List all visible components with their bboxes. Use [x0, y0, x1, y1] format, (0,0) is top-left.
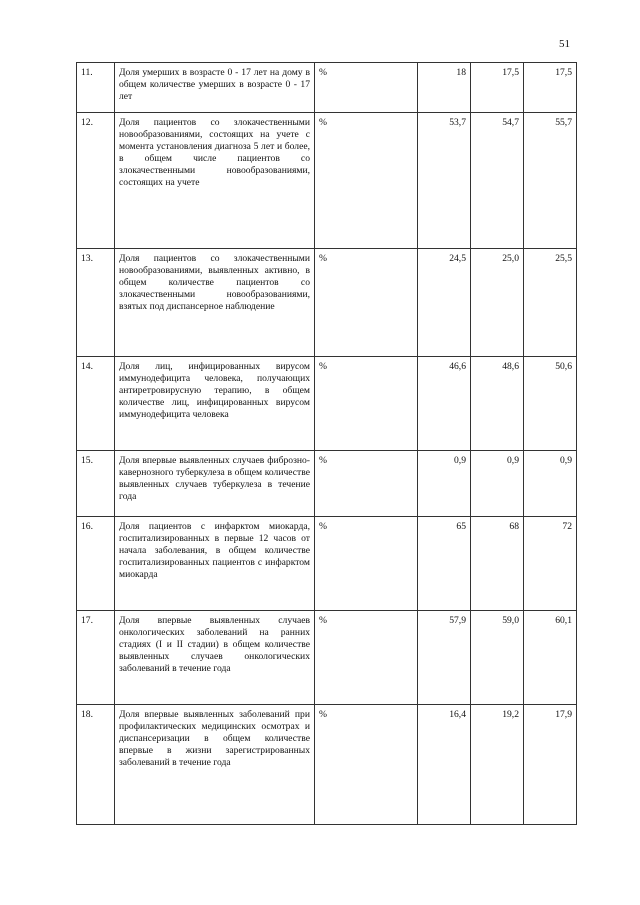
indicator-name: Доля впервые выявленных заболеваний при профилактических медицинских осмотрах и диспансеризации в общем количестве впервые в жизни зарегистрированных заболеваний в течение года: [115, 705, 315, 825]
table-row: [77, 451, 577, 517]
value-year-1: 16,4: [418, 705, 471, 825]
value-year-3: 50,6: [524, 357, 577, 451]
row-number: 18.: [77, 705, 115, 825]
unit-cell: %: [315, 113, 418, 249]
value-year-2: 59,0: [471, 611, 524, 705]
row-number: 16.: [77, 517, 115, 611]
table-row: [77, 517, 577, 611]
unit-cell: %: [315, 517, 418, 611]
page-number: 51: [559, 38, 570, 50]
table-row: [77, 249, 577, 357]
value-year-2: 48,6: [471, 357, 524, 451]
value-year-1: 0,9: [418, 451, 471, 517]
unit-cell: %: [315, 451, 418, 517]
table-row: [77, 611, 577, 705]
indicator-name: Доля пациентов со злокачественными новообразованиями, состоящих на учете с момента установления диагноза 5 лет и более, в общем числе пациентов со злокачественными новообразованиями, состоящих на учете: [115, 113, 315, 249]
value-year-2: 0,9: [471, 451, 524, 517]
value-year-2: 54,7: [471, 113, 524, 249]
indicator-name: Доля впервые выявленных случаев фиброзно-кавернозного туберкулеза в общем количестве выявленных случаев туберкулеза в течение года: [115, 451, 315, 517]
value-year-1: 18: [418, 63, 471, 113]
row-number: 11.: [77, 63, 115, 113]
table-row: [77, 705, 577, 825]
unit-cell: %: [315, 357, 418, 451]
table-row: [77, 113, 577, 249]
indicator-name: Доля впервые выявленных случаев онкологических заболеваний на ранних стадиях (I и II стадии) в общем количестве выявленных случаев онкологических заболеваний в течение года: [115, 611, 315, 705]
value-year-2: 68: [471, 517, 524, 611]
unit-cell: %: [315, 611, 418, 705]
value-year-1: 24,5: [418, 249, 471, 357]
value-year-2: 17,5: [471, 63, 524, 113]
value-year-3: 55,7: [524, 113, 577, 249]
value-year-1: 65: [418, 517, 471, 611]
value-year-3: 0,9: [524, 451, 577, 517]
value-year-2: 19,2: [471, 705, 524, 825]
value-year-2: 25,0: [471, 249, 524, 357]
indicator-name: Доля пациентов со злокачественными новообразованиями, выявленных активно, в общем количестве пациентов со злокачественными новообразованиями, взятых под диспансерное наблюдение: [115, 249, 315, 357]
value-year-3: 60,1: [524, 611, 577, 705]
indicator-name: Доля лиц, инфицированных вирусом иммунодефицита человека, получающих антиретровирусную терапию, в общем количестве лиц, инфицированных вирусом иммунодефицита человека: [115, 357, 315, 451]
indicator-name: Доля умерших в возрасте 0 - 17 лет на дому в общем количестве умерших в возрасте 0 - 17 лет: [115, 63, 315, 113]
value-year-3: 25,5: [524, 249, 577, 357]
row-number: 12.: [77, 113, 115, 249]
table-row: [77, 63, 577, 113]
row-number: 14.: [77, 357, 115, 451]
value-year-3: 17,5: [524, 63, 577, 113]
indicators-table: [76, 62, 577, 825]
row-number: 15.: [77, 451, 115, 517]
value-year-3: 72: [524, 517, 577, 611]
table-row: [77, 357, 577, 451]
value-year-1: 57,9: [418, 611, 471, 705]
value-year-1: 46,6: [418, 357, 471, 451]
row-number: 17.: [77, 611, 115, 705]
unit-cell: %: [315, 249, 418, 357]
row-number: 13.: [77, 249, 115, 357]
value-year-3: 17,9: [524, 705, 577, 825]
indicator-name: Доля пациентов с инфарктом миокарда, госпитализированных в первые 12 часов от начала заболевания, в общем количестве госпитализированных пациентов с инфарктом миокарда: [115, 517, 315, 611]
value-year-1: 53,7: [418, 113, 471, 249]
unit-cell: %: [315, 705, 418, 825]
unit-cell: %: [315, 63, 418, 113]
